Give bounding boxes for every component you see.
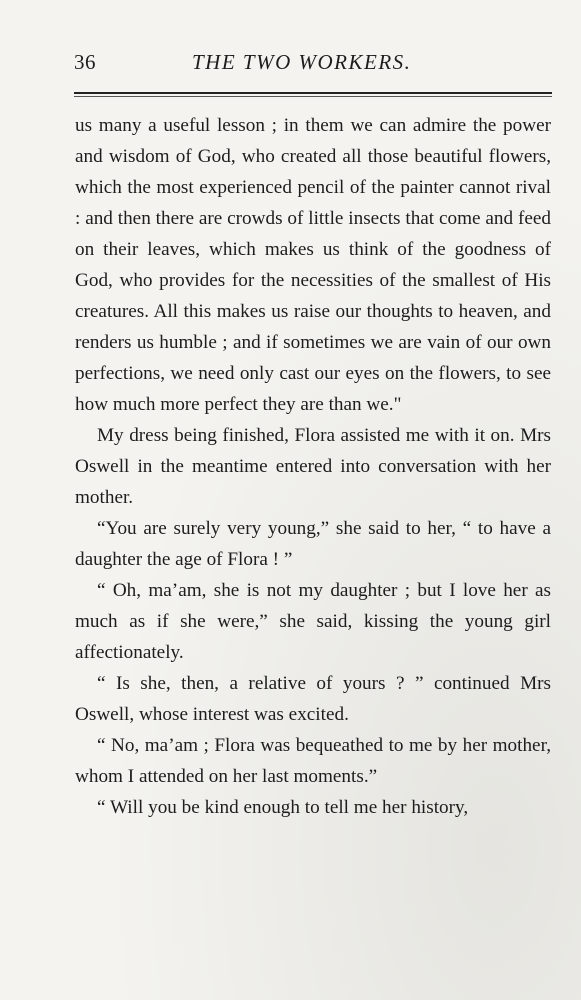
header-rule (74, 92, 552, 94)
paragraph-2: My dress being finished, Flora assisted me with it on. Mrs Oswell in the meantime entered into conversation with her mother. (75, 425, 551, 508)
paragraph-4: “ Oh, ma’am, she is not my daughter ; but I love her as much as if she were,” she said, kissing the young girl affectionately. (75, 580, 551, 663)
paragraph-6: “ No, ma’am ; Flora was bequeathed to me by her mother, whom I attended on her last moments.” (75, 735, 551, 787)
page-header (74, 50, 552, 82)
running-title: THE TWO WORKERS. (192, 50, 412, 74)
header-rule-thin (74, 96, 552, 97)
paragraph-5: “ Is she, then, a relative of yours ? ” continued Mrs Oswell, whose interest was excited. (75, 673, 551, 725)
paragraph-1: us many a useful lesson ; in them we can admire the power and wisdom of God, who created all those beautiful flowers, which the most experienced pencil of the painter cannot rival : and then there are crowds of little insects that come and feed on their leaves, which makes us think of the goodness of God, who provides for the necessities of the smallest of His creatures. All this makes us raise our thoughts to heaven, and renders us humble ; and if sometimes we are vain of our own perfections, we need only cast our eyes on the flowers, to see how much more perfect they are than we." (75, 115, 551, 415)
body-text (75, 110, 551, 823)
page-number: 36 (74, 50, 96, 74)
paragraph-7: “ Will you be kind enough to tell me her history, (97, 797, 469, 818)
paragraph-3: “You are surely very young,” she said to her, “ to have a daughter the age of Flora ! ” (75, 518, 551, 570)
